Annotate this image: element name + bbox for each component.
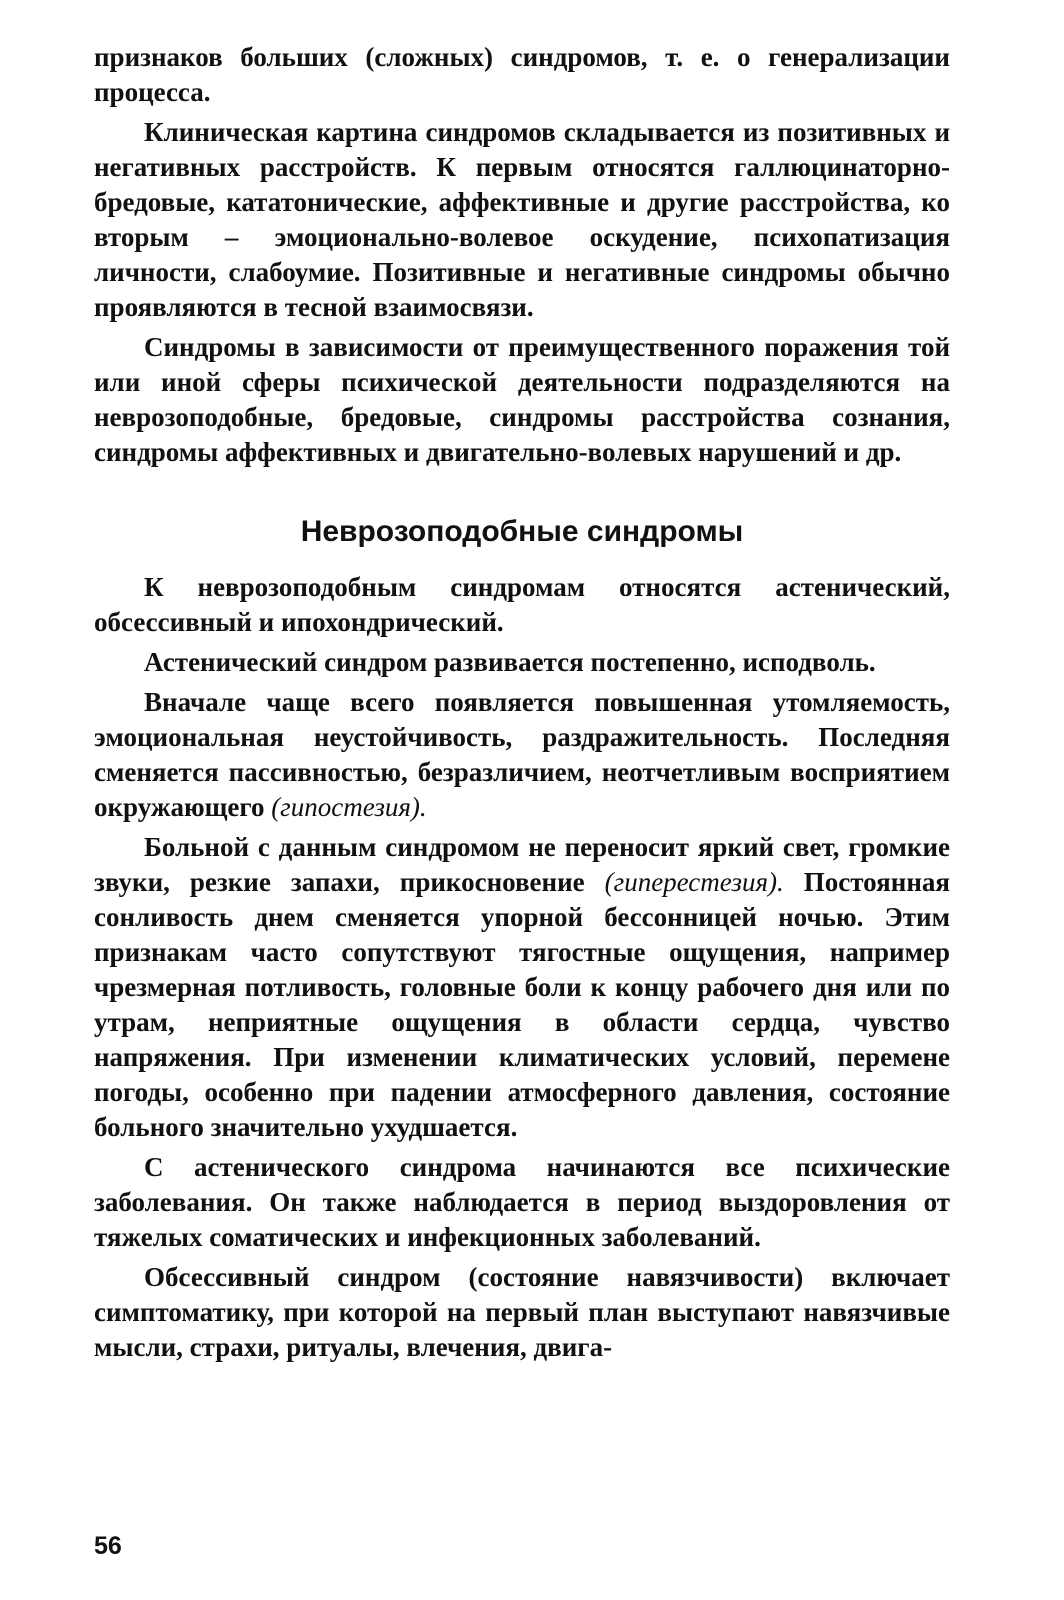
obsessive-text: (состояние навязчивости) включает симптоматику, при которой на первый план выступают навязчивые мысли, страхи, ритуалы, влечения, двига- xyxy=(94,1262,951,1362)
section-heading: Неврозоподобные синдромы xyxy=(300,515,744,548)
paragraph-obsessive xyxy=(94,1260,950,1365)
asthenic-onset-text: развивается постепенно, исподволь. xyxy=(427,647,876,677)
paragraph-syndrome-classification: Синдромы в зависимости от преимущественного поражения той или иной сферы психической деятельности подразделяются на неврозоподобные, бредовые, синдромы расстройства сознания, синдромы аффективных и двигательно-волевых нарушений и др. xyxy=(94,332,950,467)
paragraph-neurosis-like-intro: К неврозоподобным синдромам относятся астенический, обсессивный и ипохондрический. xyxy=(94,572,950,637)
initial-symptoms-text: Вначале чаще всего появляется повышенная утомляемость, эмоциональная неустойчивость, раздражительность. Последняя сменяется пассивностью, безразличием, неотчетливым восприятием окружающего xyxy=(94,687,950,822)
paragraph-patient-symptoms xyxy=(94,830,950,1145)
patient-symptoms-text-2: Постоянная сонливость днем сменяется упорной бессонницей ночью. Этим признакам часто сопутствуют тягостные ощущения, например чрезмерная потливость, головные боли к концу рабочего дня или по утрам, неприятные ощущения в области сердца, чувство напряжения. При изменении климатических условий, перемене погоды, особенно при падении атмосферного давления, состояние больного значительно ухудшается. xyxy=(94,867,950,1142)
paragraph-initial-symptoms xyxy=(94,685,950,825)
page-number: 56 xyxy=(94,1532,122,1560)
paragraph-clinical-picture: Клиническая картина синдромов складывается из позитивных и негативных расстройств. К первым относятся галлюцинаторно-бредовые, кататонические, аффективные и другие расстройства, ко вторым – эмоционально-волевое оскудение, психопатизация личности, слабоумие. Позитивные и негативные синдромы обычно проявляются в тесной взаимосвязи. xyxy=(94,117,950,322)
term-asthenic-syndrome: Астенический синдром xyxy=(144,647,428,677)
page-body xyxy=(94,40,950,1365)
term-hyperesthesia: (гиперестезия). xyxy=(604,867,784,897)
term-obsessive-syndrome: Обсессивный синдром xyxy=(144,1262,441,1292)
paragraph-continuation: признаков больших (сложных) синдромов, т. е. о генерализации процесса. xyxy=(94,42,950,107)
patient-symptoms-text-1: Больной с данным синдромом не переносит яркий свет, громкие звуки, резкие запахи, прикосновение xyxy=(94,832,950,897)
paragraph-asthenic-onset xyxy=(94,645,950,680)
term-hypostesia: (гипостезия). xyxy=(271,792,427,822)
paragraph-asthenic-start: С астенического синдрома начинаются все психические заболевания. Он также наблюдается в период выздоровления от тяжелых соматических и инфекционных заболеваний. xyxy=(94,1152,950,1252)
